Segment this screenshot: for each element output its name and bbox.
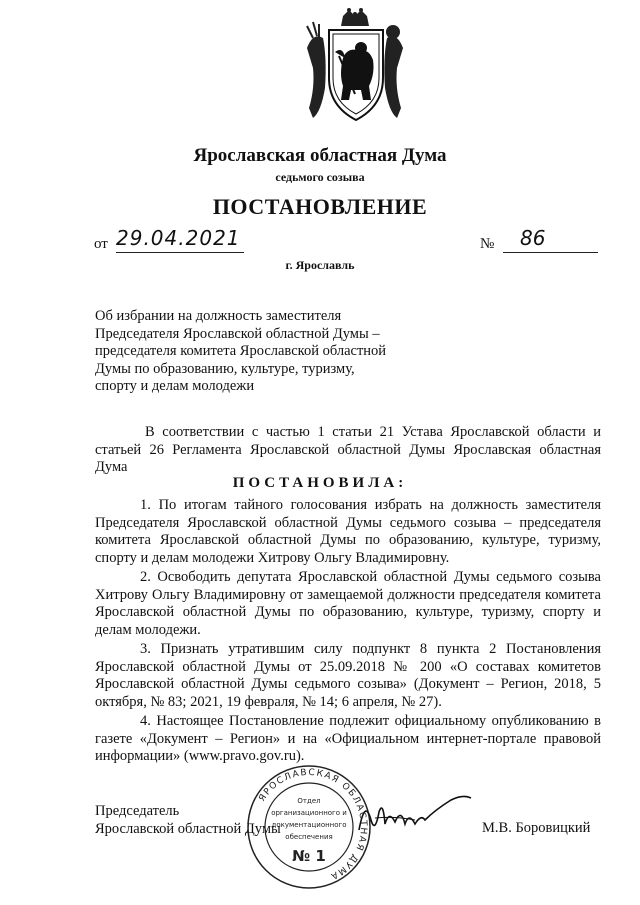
stamp-center-line: обеспечения [285,833,333,841]
organization-title: Ярославская областная Дума [193,145,447,166]
stamp-ring-text: ЯРОСЛАВСКАЯ ОБЛАСТНАЯ ДУМА [257,767,369,882]
official-stamp-seal [245,763,373,891]
coat-of-arms-emblem [303,8,407,128]
date-prefix: от [94,236,108,252]
resolution-item: 3. Признать утратившим силу подпункт 8 пункта 2 Постановления Ярославской областной Думы от 25.09.2018 № 200 «О составах комитетов Ярославской областной Думы седьмого созыва» (Документ – Регион, 2018, 5 октября, № 83; 2021, 19 февраля, № 14; 6 апреля, № 27). [95,641,601,710]
subject-line: спорту и делам молодежи [95,378,255,394]
stamp-center-line: документационного [271,821,347,829]
resolution-item: 2. Освободить депутата Ярославской областной Думы седьмого созыва Хитрову Ольгу Владимировну от замещаемой должности председателя комитета Ярославской областной Думы по образованию, культуре, туризму, спорту и делам молодежи. [95,569,601,638]
convocation-subtitle: седьмого созыва [275,170,365,184]
stamp-number: № 1 [292,847,326,865]
document-number: 86 [520,226,546,250]
preamble-paragraph: В соответствии с частью 1 статьи 21 Устава Ярославской области и статьей 26 Регламента Ярославской областной Думы Ярославская областная Дума [95,424,601,475]
resolution-item: 1. По итогам тайного голосования избрать на должность заместителя Председателя Ярославской областной Думы седьмого созыва – председателя комитета Ярославской областной Думы по образованию, культуре, туризму, спорту и делам молодежи Хитрову Ольгу Владимировну. [95,497,601,566]
stamp-center-line: Отдел [297,797,321,805]
subject-line: председателя комитета Ярославской областной [95,343,387,359]
handwritten-signature [355,790,475,840]
document-type-heading: ПОСТАНОВЛЕНИЕ [212,194,428,219]
signatory-title-line: Ярославской областной Думы [95,820,281,837]
signatory-title-line: Председатель [95,803,180,819]
document-subject [95,308,425,396]
city-label: г. Ярославль [285,258,355,272]
subject-line: Об избрании на должность заместителя [95,308,342,324]
signatory-name: М.В. Боровицкий [482,820,591,836]
date-underline [116,252,244,253]
stamp-center-line: организационного и [271,809,347,817]
number-sign: № [480,236,495,252]
number-underline [503,252,598,253]
resolution-items [95,497,601,768]
document-date: 29.04.2021 [116,226,241,250]
subject-line: Думы по образованию, культуре, туризму, [95,360,355,377]
subject-line: Председателя Ярославской областной Думы – [95,325,380,342]
decided-heading: ПОСТАНОВИЛА: [232,475,408,491]
resolution-item: 4. Настоящее Постановление подлежит официальному опубликованию в газете «Документ – Регион» и на «Официальном интернет-портале правовой информации» (www.pravo.gov.ru). [95,713,601,764]
